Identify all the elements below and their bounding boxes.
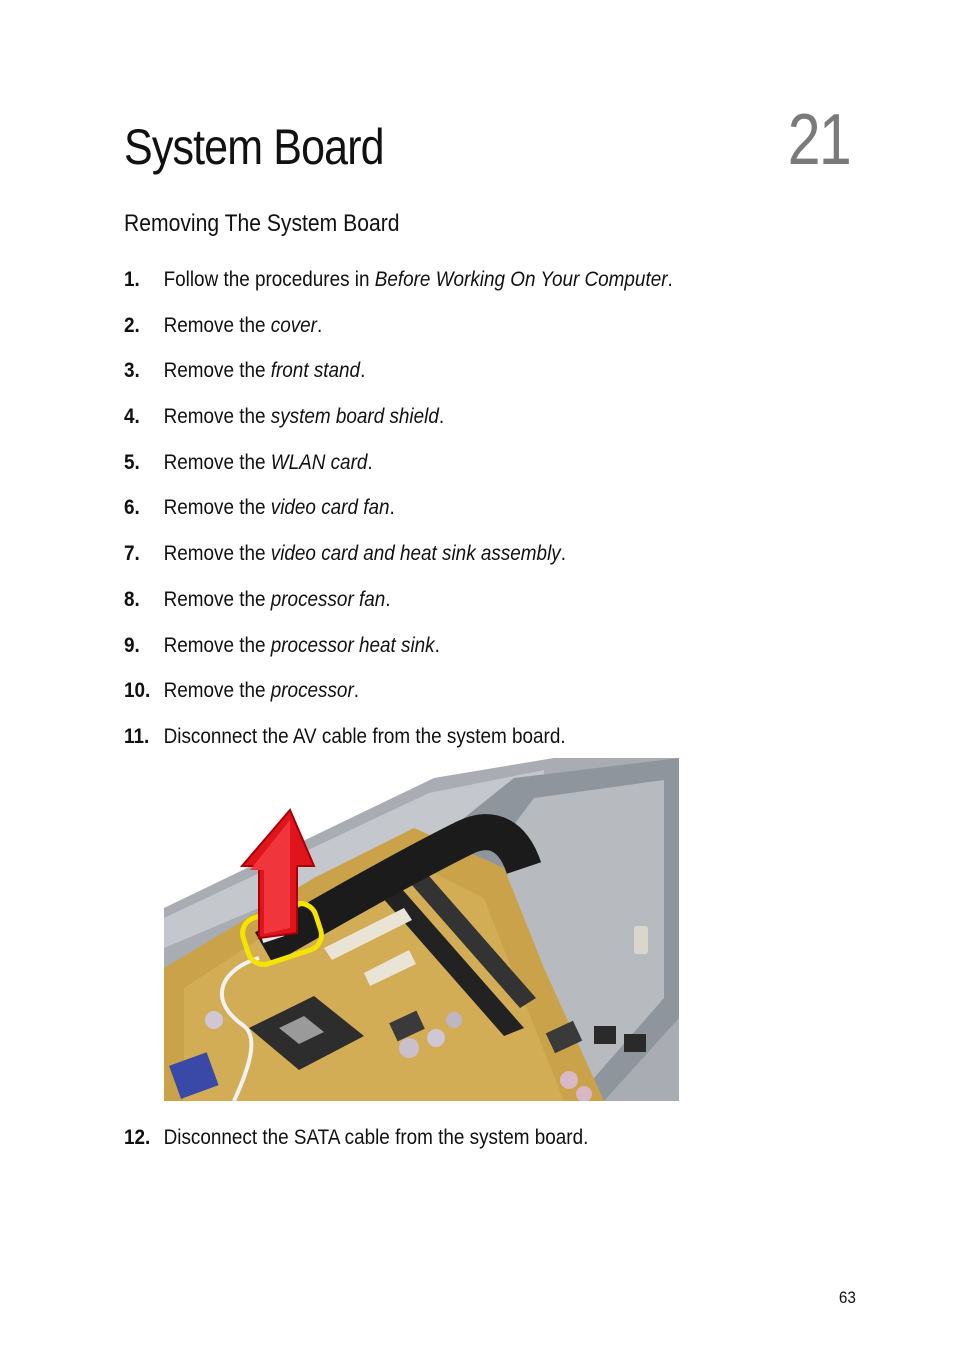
page-number: 63	[838, 1288, 856, 1307]
step-1: 1. Follow the procedures in Before Working On Your Computer.	[124, 266, 673, 294]
step-link[interactable]: processor fan	[270, 588, 386, 611]
system-board-illustration	[164, 758, 679, 1101]
step-link[interactable]: Before Working On Your Computer	[374, 268, 668, 291]
step-2: 2. Remove the cover.	[124, 312, 322, 340]
step-number: 12.	[124, 1126, 151, 1149]
step-number: 1.	[124, 268, 140, 291]
step-text: Remove the	[163, 542, 271, 565]
step-number: 3.	[124, 359, 140, 382]
step-number: 8.	[124, 588, 140, 611]
step-number: 10.	[124, 679, 151, 702]
step-number: 6.	[124, 496, 140, 519]
step-link[interactable]: front stand	[270, 359, 361, 382]
step-number: 5.	[124, 451, 140, 474]
step-text: Remove the	[163, 451, 271, 474]
step-link[interactable]: video card fan	[270, 496, 390, 519]
step-text: Remove the	[163, 496, 271, 519]
step-11	[124, 723, 566, 751]
step-text: Disconnect the SATA cable from the system board.	[163, 1126, 589, 1149]
step-link[interactable]: processor	[270, 679, 354, 702]
step-text: Remove the	[163, 588, 271, 611]
step-9: 9. Remove the processor heat sink.	[124, 632, 440, 660]
step-4: 4. Remove the system board shield.	[124, 403, 444, 431]
step-10: 10. Remove the processor.	[124, 677, 359, 705]
step-6: 6. Remove the video card fan.	[124, 494, 395, 522]
step-link[interactable]: WLAN card	[270, 451, 368, 474]
step-link[interactable]: processor heat sink	[270, 634, 435, 657]
section-title: Removing The System Board	[124, 210, 400, 237]
step-5: 5. Remove the WLAN card.	[124, 449, 373, 477]
step-text: Remove the	[163, 314, 271, 337]
step-number: 7.	[124, 542, 140, 565]
chapter-title: System Board	[124, 119, 384, 175]
step-number: 2.	[124, 314, 140, 337]
step-number: 9.	[124, 634, 140, 657]
step-number: 4.	[124, 405, 140, 428]
standoff	[634, 926, 648, 954]
step-text: Remove the	[163, 679, 271, 702]
step-link[interactable]: system board shield	[270, 405, 439, 428]
step-3: 3. Remove the front stand.	[124, 357, 365, 385]
av-cable-photo	[164, 758, 679, 1101]
step-text: Follow the procedures in	[163, 268, 375, 291]
step-12	[124, 1124, 588, 1152]
chapter-number: 21	[787, 100, 850, 180]
step-text: Remove the	[163, 359, 271, 382]
step-text: Remove the	[163, 634, 271, 657]
step-link[interactable]: video card and heat sink assembly	[270, 542, 561, 565]
step-text: Remove the	[163, 405, 271, 428]
step-8: 8. Remove the processor fan.	[124, 586, 391, 614]
capacitor	[205, 1011, 223, 1029]
step-7: 7. Remove the video card and heat sink assembly.	[124, 540, 566, 568]
step-link[interactable]: cover	[270, 314, 317, 337]
step-text: Disconnect the AV cable from the system board.	[163, 725, 566, 748]
step-number: 11.	[124, 725, 150, 748]
